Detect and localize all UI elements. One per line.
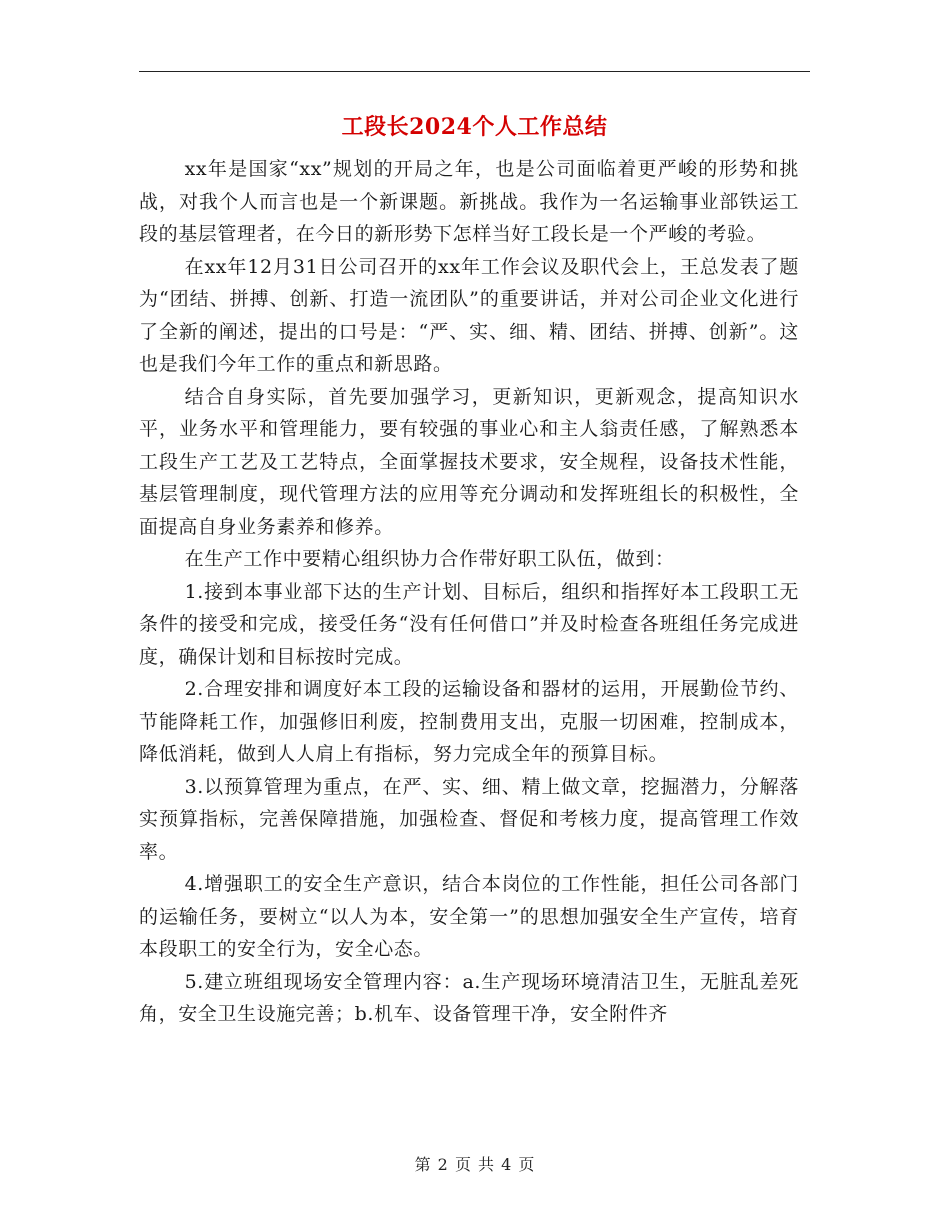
paragraph-item-4: 4.增强职工的安全生产意识，结合本岗位的工作性能，担任公司各部门的运输任务，要树立“以人为本，安全第一”的思想加强安全生产宣传，培育本段职工的安全行为，安全心态。 xyxy=(139,873,799,960)
paragraph-item-5: 5.建立班组现场安全管理内容：a.生产现场环境清洁卫生，无脏乱差死角，安全卫生设施完善；b.机车、设备管理干净，安全附件齐 xyxy=(139,970,799,1025)
paragraph-item-2: 2.合理安排和调度好本工段的运输设备和器材的运用，开展勤俭节约、节能降耗工作，加强修旧利废，控制费用支出，克服一切困难，控制成本，降低消耗，做到人人肩上有指标，努力完成全年的预算目标。 xyxy=(139,678,799,765)
header-rule xyxy=(139,71,810,72)
paragraph-item-1: 1.接到本事业部下达的生产计划、目标后，组织和指挥好本工段职工无条件的接受和完成，接受任务“没有任何借口”并及时检查各班组任务完成进度，确保计划和目标按时完成。 xyxy=(139,580,799,668)
paragraph-self-study: 结合自身实际，首先要加强学习，更新知识，更新观念，提高知识水平，业务水平和管理能力，要有较强的事业心和主人翁责任感，了解熟悉本工段生产工艺及工艺特点，全面掌握技术要求，安全规程，设备技术性能，基层管理制度，现代管理方法的应用等充分调动和发挥班组长的积极性，全面提高自身业务素养和修养。 xyxy=(139,385,799,538)
document-body xyxy=(139,153,799,1031)
paragraph-item-3: 3.以预算管理为重点，在严、实、细、精上做文章，挖掘潜力，分解落实预算指标，完善保障措施，加强检查、督促和考核力度，提高管理工作效率。 xyxy=(139,775,799,863)
paragraph-production-lead: 在生产工作中要精心组织协力合作带好职工队伍，做到： xyxy=(184,548,675,570)
page-number-footer: 第 2 页 共 4 页 xyxy=(414,1155,536,1174)
document-title: 工段长2024个人工作总结 xyxy=(341,114,608,140)
paragraph-meeting: 在xx年12月31日公司召开的xx年工作会议及职代会上，王总发表了题为“团结、拼搏、创新、打造一流团队”的重要讲话，并对公司企业文化进行了全新的阐述，提出的口号是：“严、实、细、精、团结、拼搏、创新”。这也是我们今年工作的重点和新思路。 xyxy=(139,255,799,375)
paragraph-intro: xx年是国家“xx”规划的开局之年，也是公司面临着更严峻的形势和挑战，对我个人而言也是一个新课题。新挑战。我作为一名运输事业部铁运工段的基层管理者，在今日的新形势下怎样当好工段长是一个严峻的考验。 xyxy=(139,158,799,245)
